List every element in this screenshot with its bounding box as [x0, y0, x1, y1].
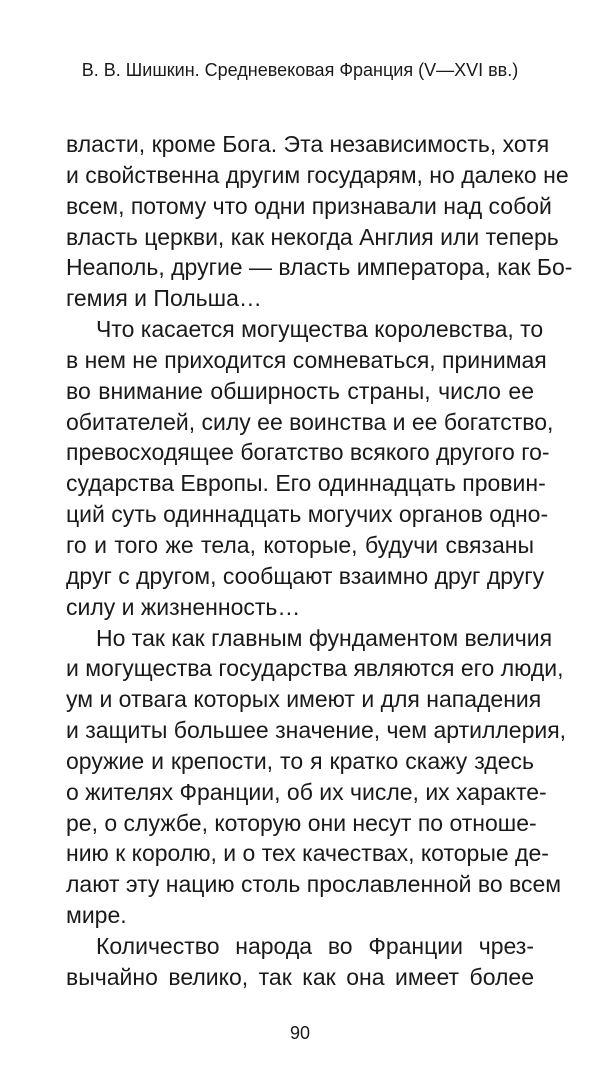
text-line: оружие и крепости, то я кратко скажу здесь — [66, 747, 534, 774]
text-line: ре, о службе, которую они несут по отноше- — [66, 809, 537, 836]
text-line: власти, кроме Бога. Эта независимость, хотя — [66, 131, 550, 157]
paragraph — [66, 931, 534, 993]
text-line: о жителях Франции, об их числе, их характе- — [66, 778, 547, 805]
paragraph — [66, 129, 573, 314]
running-header: В. В. Шишкин. Средневековая Франция (V—XVI вв.) — [81, 60, 519, 80]
text-line: Количество народа во Франции чрез- — [96, 932, 534, 959]
text-line: гемия и Польша… — [66, 285, 262, 312]
text-line: в нем не приходится сомневаться, принимая — [66, 346, 547, 373]
text-line: и свойственна другим государям, но далеко не — [66, 161, 569, 188]
page-body-text — [66, 129, 573, 993]
text-line: Что касается могущества королевства, то — [96, 316, 544, 343]
text-line: сударства Европы. Его одиннадцать провин- — [66, 470, 546, 497]
text-line: Неаполь, другие — власть императора, как Бо- — [66, 254, 573, 281]
text-line: Но так как главным фундаментом величия — [96, 624, 553, 651]
text-line: и защиты большее значение, чем артиллерия, — [66, 717, 567, 744]
text-line: силу и жизненность… — [66, 593, 301, 620]
text-line: во внимание обширность страны, число ее — [66, 377, 534, 404]
text-line: го и того же тела, которые, будучи связаны — [66, 531, 534, 558]
paragraph — [66, 623, 567, 931]
text-line: лают эту нацию столь прославленной во всем — [66, 871, 562, 898]
text-line: нию к королю, и о тех качествах, которые де- — [66, 840, 549, 867]
paragraph — [66, 314, 554, 622]
page-number: 90 — [289, 1023, 311, 1043]
text-line: власть церкви, как некогда Англия или теперь — [66, 223, 559, 250]
text-line: вычайно велико, так как она имеет более — [66, 963, 534, 990]
text-line: мире. — [66, 902, 127, 929]
text-line: всем, потому что одни признавали над собой — [66, 192, 552, 219]
text-line: и могущества государства являются его люди, — [66, 655, 564, 682]
text-line: друг с другом, сообщают взаимно друг другу — [66, 562, 545, 589]
text-line: ум и отвага которых имеют и для нападения — [66, 686, 542, 713]
text-line: превосходящее богатство всякого другого го- — [66, 439, 550, 466]
text-line: обитателей, силу ее воинства и ее богатство, — [66, 408, 554, 435]
text-line: ций суть одиннадцать могучих органов одно- — [66, 501, 549, 528]
